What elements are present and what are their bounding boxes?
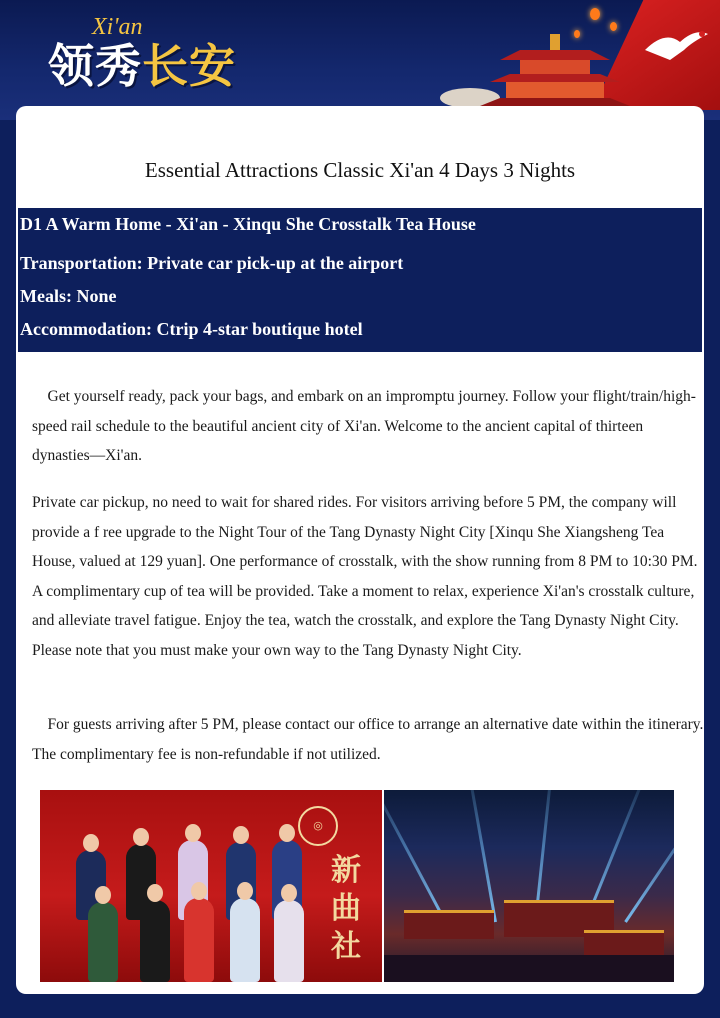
palace-roof [404, 910, 494, 939]
itinerary-card [16, 106, 704, 994]
logo-script-text: Xi'an [92, 14, 143, 40]
theater-emblem-icon: ◎ [298, 806, 338, 846]
logo-part-gold: 长安 [142, 39, 236, 93]
crowd-silhouette [384, 955, 674, 982]
accommodation-line: Accommodation: Ctrip 4-star boutique hotel [20, 319, 363, 339]
performer-figure [274, 900, 304, 982]
day-heading: D1 A Warm Home - Xi'an - Xinqu She Crosstalk Tea House [20, 214, 476, 234]
document-title: Essential Attractions Classic Xi'an 4 Days 3 Nights [144, 158, 576, 182]
paragraph-pickup: Private car pickup, no need to wait for shared rides. For visitors arriving before 5 PM, the company will provide a f ree upgrade to the Night Tour of the Tang Dynasty Night City [Xinqu She Xiangsheng Tea House, valued at 129 yuan]. One performance of crosstalk, with the show running from 8 PM to 10:30 PM. A complimentary cup of tea will be provided. Take a moment to relax, experience Xi'an's crosstalk culture, and alleviate travel fatigue. Enjoy the tea, watch the crosstalk, and explore the Tang Dynasty Night City. Please note that you must make your own way to the Tang Dynasty Night City. [32, 494, 698, 659]
light-beam [384, 790, 447, 923]
transportation-line: Transportation: Private car pick-up at the airport [20, 253, 404, 273]
logo [48, 30, 236, 96]
crane-icon [640, 20, 710, 70]
crosstalk-performers-photo [40, 790, 382, 982]
performer-figure [230, 898, 260, 982]
logo-part-white: 领秀 [48, 39, 142, 93]
paragraph-late-arrival: For guests arriving after 5 PM, please contact our office to arrange an alternative date within the itinerary. The complimentary fee is non-refundable if not utilized. [32, 716, 704, 763]
pagoda-illustration [440, 20, 660, 120]
day-summary-box [18, 208, 702, 352]
theater-brand-text: 新曲社 [331, 853, 361, 964]
tang-dynasty-night-city-photo [384, 790, 674, 982]
performer-figure [184, 898, 214, 982]
paragraph-arrival: Get yourself ready, pack your bags, and embark on an impromptu journey. Follow your flight/train/high-speed rail schedule to the beautiful ancient city of Xi'an. Welcome to the ancient capital of thirteen dynasties—Xi'an. [32, 388, 696, 464]
lantern-decoration [590, 8, 600, 20]
meals-line: Meals: None [20, 286, 117, 306]
header-banner [0, 0, 720, 120]
performer-figure [140, 900, 170, 982]
performer-figure [88, 902, 118, 982]
light-beam [465, 790, 497, 922]
